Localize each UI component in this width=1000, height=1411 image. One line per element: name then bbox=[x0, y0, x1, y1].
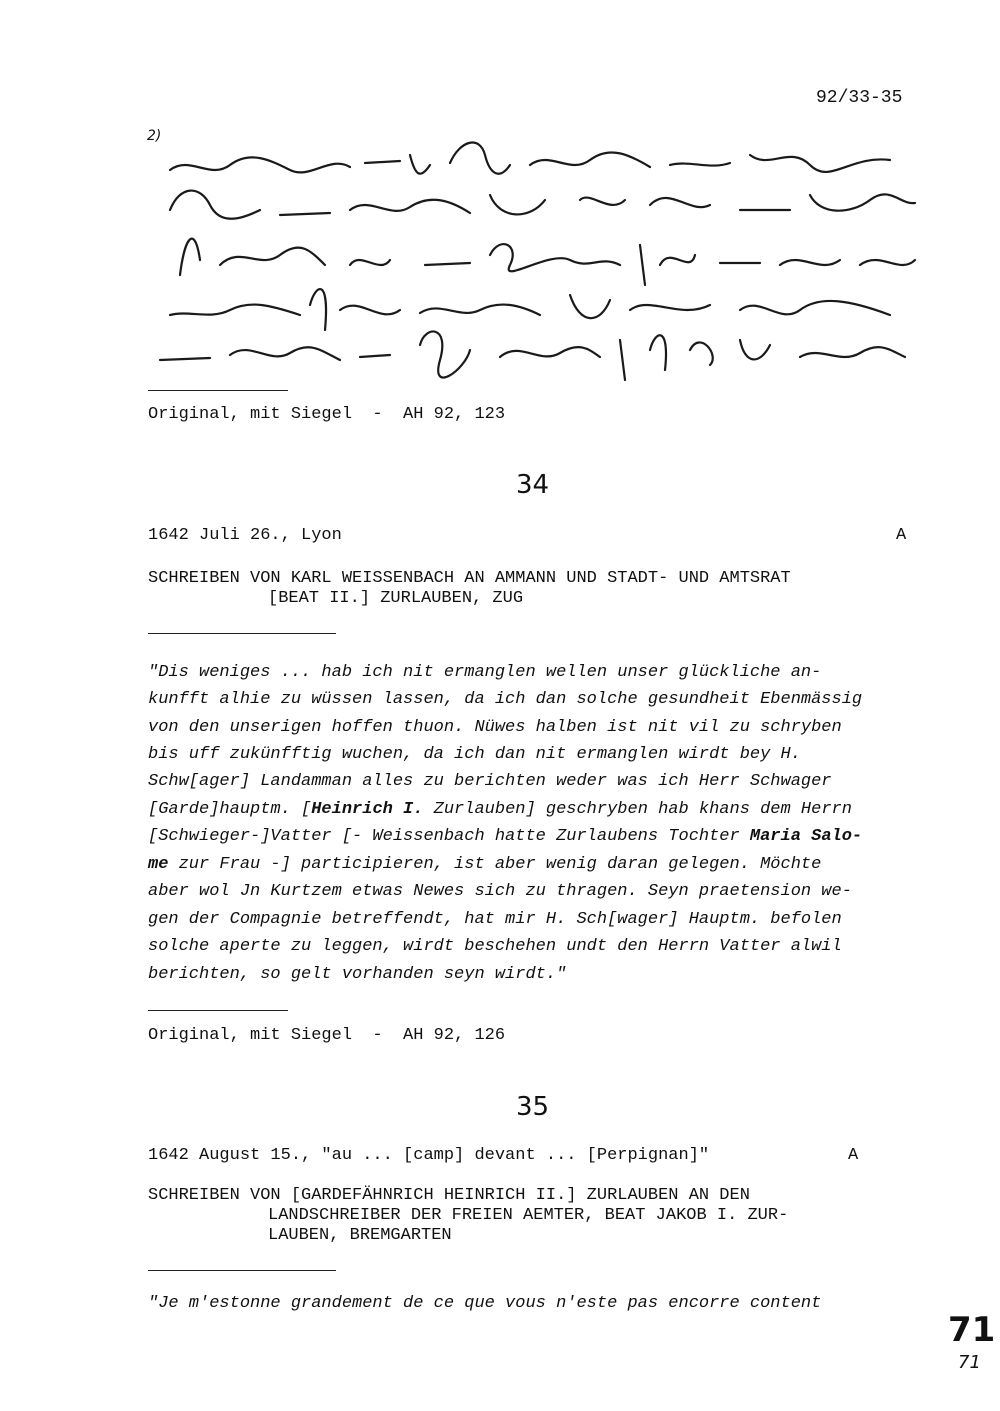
quote-emphasis: Maria Salo- bbox=[749, 827, 863, 846]
quote-line: kunfft alhie zu wüssen lassen, da ich dan solche gesundheit Ebenmässig bbox=[148, 690, 863, 709]
quote-line bbox=[148, 827, 862, 846]
page-reference: 92/33-35 bbox=[816, 88, 903, 108]
separator-rule bbox=[148, 1010, 288, 1011]
page-number-stamp: 71 bbox=[948, 1310, 996, 1350]
entry-date-place: 1642 Juli 26., Lyon bbox=[148, 526, 342, 545]
quote-line: berichten, so gelt vorhanden seyn wirdt." bbox=[148, 965, 567, 984]
quote-line bbox=[148, 855, 821, 874]
quote-line: gen der Compagnie betreffendt, hat mir H. Sch[wager] Hauptm. befolen bbox=[148, 910, 842, 929]
quote-line: Schw[ager] Landamman alles zu berichten weder was ich Herr Schwager bbox=[148, 772, 832, 791]
entry-number: 35 bbox=[516, 1092, 550, 1122]
entry-title-continued: LANDSCHREIBER DER FREIEN AEMTER, BEAT JAKOB I. ZUR- bbox=[268, 1206, 789, 1225]
quote-line: bis uff zukünfftig wuchen, da ich dan nit ermanglen wirdt bey H. bbox=[148, 745, 801, 764]
entry-title: SCHREIBEN VON [GARDEFÄHNRICH HEINRICH II.] ZURLAUBEN AN DEN bbox=[148, 1186, 750, 1205]
separator-rule bbox=[148, 633, 336, 634]
entry-title: SCHREIBEN VON KARL WEISSENBACH AN AMMANN UND STADT- UND AMTSRAT bbox=[148, 569, 791, 588]
entry-title-continued: [BEAT II.] ZURLAUBEN, ZUG bbox=[268, 589, 524, 608]
source-note: Original, mit Siegel - AH 92, 126 bbox=[148, 1026, 506, 1045]
quote-line: solche aperte zu leggen, wirdt beschehen undt den Herrn Vatter alwil bbox=[148, 937, 842, 956]
separator-rule bbox=[148, 1270, 336, 1271]
quote-emphasis: me bbox=[148, 855, 169, 874]
quote-line bbox=[148, 800, 852, 819]
footnote-marker: 2) bbox=[147, 128, 162, 144]
quote-line: "Dis weniges ... hab ich nit ermanglen wellen unser glückliche an- bbox=[148, 663, 822, 682]
quote-segment: [Garde]hauptm. [ bbox=[148, 800, 312, 819]
quote-line: aber wol Jn Kurtzem etwas Newes sich zu thragen. Seyn praetension we- bbox=[148, 882, 852, 901]
quote-line: "Je m'estonne grandement de ce que vous n'este pas encorre content bbox=[148, 1294, 822, 1313]
entry-date-place: 1642 August 15., "au ... [camp] devant ... [Perpignan]" bbox=[148, 1146, 710, 1165]
entry-title-continued: LAUBEN, BREMGARTEN bbox=[268, 1226, 452, 1245]
entry-type-marker: A bbox=[896, 526, 907, 545]
quote-line: von den unserigen hoffen thuon. Nüwes halben ist nit vil zu schryben bbox=[148, 718, 842, 737]
quote-segment: Zurlauben] geschryben hab khans dem Herrn bbox=[423, 800, 852, 819]
separator-rule bbox=[148, 390, 288, 391]
source-note: Original, mit Siegel - AH 92, 123 bbox=[148, 405, 506, 424]
quote-segment: [Schwieger-]Vatter [- Weissenbach hatte Zurlaubens Tochter bbox=[148, 827, 750, 846]
page-number-pencil: 71 bbox=[958, 1352, 981, 1373]
handwritten-script-image bbox=[150, 125, 920, 390]
entry-type-marker: A bbox=[848, 1146, 859, 1165]
quote-emphasis: Heinrich I. bbox=[311, 800, 424, 819]
entry-number: 34 bbox=[516, 470, 550, 500]
quote-segment: zur Frau -] participieren, ist aber wenig daran gelegen. Möchte bbox=[168, 855, 822, 874]
